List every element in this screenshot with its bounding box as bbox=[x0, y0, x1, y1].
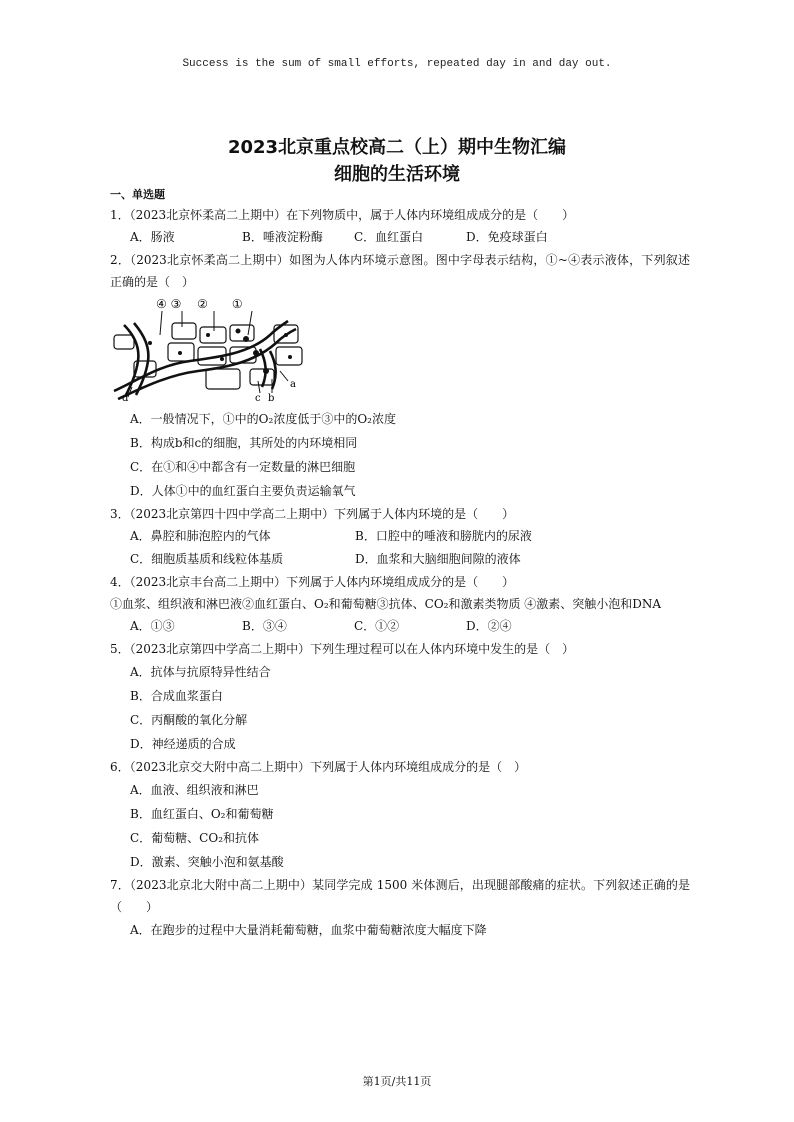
option-c: C．细胞质基质和线粒体基质 bbox=[130, 552, 284, 566]
question-items: ①血浆、组织液和淋巴液②血红蛋白、O₂和葡萄糖③抗体、CO₂和激素类物质 ④激素、突触小泡和DNA bbox=[110, 597, 662, 611]
option-c: C．在①和④中都含有一定数量的淋巴细胞 bbox=[130, 460, 356, 474]
option-a: A．在跑步的过程中大量消耗葡萄糖，血浆中葡萄糖浓度大幅度下降 bbox=[130, 923, 487, 937]
question-2 bbox=[110, 249, 690, 503]
option-d: D．血浆和大脑细胞间隙的液体 bbox=[355, 552, 521, 566]
page-title: 2023北京重点校高二（上）期中生物汇编 bbox=[227, 137, 567, 158]
option-c: C．丙酮酸的氧化分解 bbox=[130, 713, 248, 727]
figure-label-fluids: ④ ③ ② ① bbox=[156, 297, 243, 311]
question-3 bbox=[110, 503, 690, 571]
option-a: A．肠液 bbox=[130, 230, 175, 244]
option-a: A．鼻腔和肺泡腔内的气体 bbox=[130, 529, 271, 543]
page-subtitle: 细胞的生活环境 bbox=[334, 164, 460, 185]
question-stem: 5．（2023北京第四中学高二上期中）下列生理过程可以在人体内环境中发生的是（ ） bbox=[110, 642, 575, 656]
option-b: B．唾液淀粉酶 bbox=[242, 230, 323, 244]
option-a: A．一般情况下，①中的O₂浓度低于③中的O₂浓度 bbox=[130, 412, 396, 426]
question-6 bbox=[110, 756, 690, 874]
option-d: D．②④ bbox=[466, 619, 512, 633]
question-1 bbox=[110, 204, 690, 249]
figure-label-d: d bbox=[122, 393, 129, 403]
option-a: A．血液、组织液和淋巴 bbox=[130, 783, 259, 797]
section-title: 一、单选题 bbox=[110, 188, 165, 201]
option-b: B．构成b和c的细胞，其所处的内环境相同 bbox=[130, 436, 358, 450]
option-d: D．人体①中的血红蛋白主要负责运输氧气 bbox=[130, 484, 356, 498]
option-row bbox=[110, 615, 690, 638]
question-5 bbox=[110, 638, 690, 756]
question-4 bbox=[110, 571, 690, 638]
option-c: C．血红蛋白 bbox=[354, 230, 424, 244]
option-d: D．神经递质的合成 bbox=[130, 737, 236, 751]
internal-environment-figure bbox=[110, 295, 690, 403]
figure-label-b: b bbox=[268, 393, 275, 403]
option-a: A．抗体与抗原特异性结合 bbox=[130, 665, 271, 679]
option-grid bbox=[110, 525, 690, 571]
figure-label-c: c bbox=[255, 393, 261, 403]
question-stem: 2．（2023北京怀柔高二上期中）如图为人体内环境示意图。图中字母表示结构，①~④表示液体，下列叙述正确的是（ ） bbox=[110, 253, 690, 289]
figure-label-a: a bbox=[290, 379, 296, 390]
option-c: C．①② bbox=[354, 619, 400, 633]
header-motto: Success is the sum of small efforts, repeated day in and day out. bbox=[182, 58, 612, 70]
option-b: B．合成血浆蛋白 bbox=[130, 689, 223, 703]
question-stem: 3．（2023北京第四十四中学高二上期中）下列属于人体内环境的是（ ） bbox=[110, 507, 515, 521]
question-stem: 7．（2023北京北大附中高二上期中）某同学完成 1500 米体测后，出现腿部酸痛的症状。下列叙述正确的是（ ） bbox=[110, 878, 690, 914]
page-number: 第1页/共11页 bbox=[362, 1075, 432, 1088]
question-stem: 1．（2023北京怀柔高二上期中）在下列物质中，属于人体内环境组成成分的是（ ） bbox=[110, 208, 575, 222]
option-d: D．免疫球蛋白 bbox=[466, 230, 548, 244]
option-d: D．激素、突触小泡和氨基酸 bbox=[130, 855, 284, 869]
document-body bbox=[110, 186, 690, 942]
option-b: B．口腔中的唾液和膀胱内的尿液 bbox=[355, 529, 532, 543]
option-c: C．葡萄糖、CO₂和抗体 bbox=[130, 831, 260, 845]
option-a: A．①③ bbox=[130, 619, 175, 633]
option-row bbox=[110, 226, 690, 249]
option-b: B．血红蛋白、O₂和葡萄糖 bbox=[130, 807, 274, 821]
tissue-diagram bbox=[110, 295, 310, 403]
option-b: B．③④ bbox=[242, 619, 287, 633]
question-stem: 4．（2023北京丰台高二上期中）下列属于人体内环境组成成分的是（ ） bbox=[110, 575, 515, 589]
question-7 bbox=[110, 874, 690, 942]
question-stem: 6．（2023北京交大附中高二上期中）下列属于人体内环境组成成分的是（ ） bbox=[110, 760, 527, 774]
